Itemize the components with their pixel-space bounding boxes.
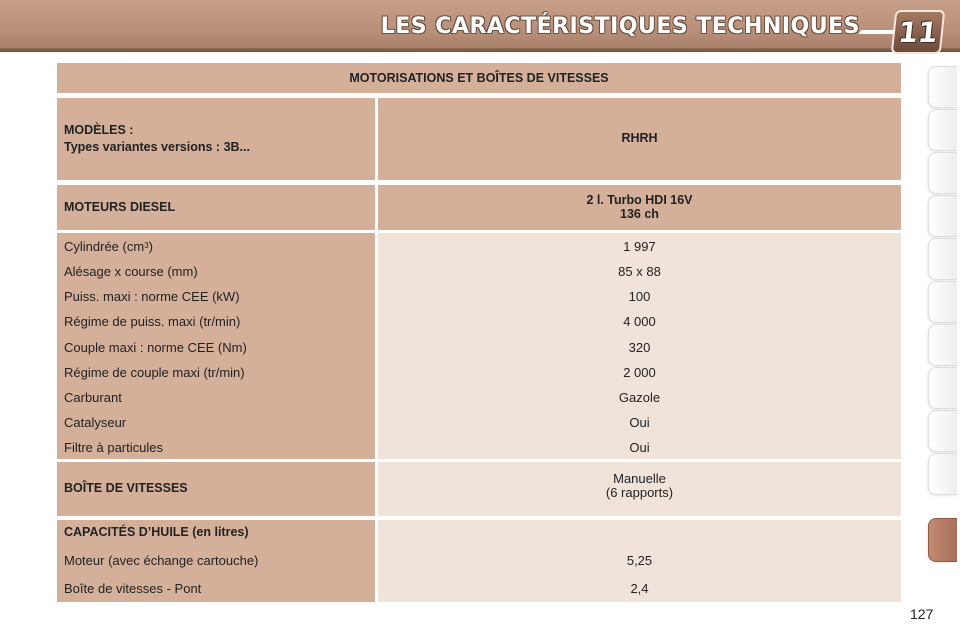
specs-labels xyxy=(57,233,375,459)
models-label-cell xyxy=(57,98,375,180)
chapter-tab-1[interactable] xyxy=(928,66,957,108)
gearbox-value-cell xyxy=(378,462,901,516)
table-title: MOTORISATIONS ET BOÎTES DE VITESSES xyxy=(57,63,901,93)
oil-values xyxy=(378,520,901,602)
oil-labels xyxy=(57,520,375,602)
chapter-tab-4[interactable] xyxy=(928,195,957,237)
models-variants-label: Types variantes versions : 3B... xyxy=(64,140,250,154)
gearbox-value-line2: (6 rapports) xyxy=(605,485,674,500)
chapter-tab-10[interactable] xyxy=(928,453,957,495)
models-value: RHRH xyxy=(621,131,658,146)
spec-label: Alésage x course (mm) xyxy=(64,263,198,279)
oil-value: 5,25 xyxy=(626,552,653,568)
gearbox-label: BOÎTE DE VITESSES xyxy=(64,481,188,496)
spec-value: 4 000 xyxy=(623,314,656,330)
spec-label: Puiss. maxi : norme CEE (kW) xyxy=(64,289,240,305)
spec-value: Gazole xyxy=(618,389,661,405)
spec-value: 100 xyxy=(628,289,651,305)
chapter-tab-9[interactable] xyxy=(928,410,957,452)
chapter-number-badge: 11 xyxy=(891,10,946,54)
engine-value-line1: 2 l. Turbo HDI 16V xyxy=(586,193,693,208)
oil-label: Boîte de vitesses - Pont xyxy=(64,581,202,597)
spec-value: 85 x 88 xyxy=(618,263,661,279)
engine-value-cell xyxy=(378,185,901,230)
page-title: LES CARACTÉRISTIQUES TECHNIQUES xyxy=(380,14,860,39)
oil-capacity-title: CAPACITÉS D’HUILE (en litres) xyxy=(64,525,249,540)
spec-value: Oui xyxy=(629,440,650,456)
gearbox-value-line1: Manuelle xyxy=(613,471,666,487)
models-label: MODÈLES : xyxy=(64,122,134,137)
specs-block xyxy=(57,233,901,459)
spec-label: Cylindrée (cm 3 ) xyxy=(64,238,153,254)
oil-capacity-block xyxy=(57,520,901,602)
chapter-tab-strip xyxy=(928,66,960,576)
gearbox-row xyxy=(57,462,901,516)
spec-label: Carburant xyxy=(64,389,122,405)
gearbox-label-cell xyxy=(57,462,375,516)
models-value-cell xyxy=(378,98,901,180)
chapter-tab-7[interactable] xyxy=(928,324,957,366)
spec-value: 320 xyxy=(628,339,651,355)
engine-label-cell xyxy=(57,185,375,230)
spec-label: Filtre à particules xyxy=(64,440,163,456)
oil-title-spacer xyxy=(378,520,901,545)
page-number: 127 xyxy=(910,606,934,622)
chapter-tab-2[interactable] xyxy=(928,109,957,151)
spec-label: Couple maxi : norme CEE (Nm) xyxy=(64,339,247,355)
spec-label: Catalyseur xyxy=(64,415,127,431)
chapter-tab-8[interactable] xyxy=(928,367,957,409)
oil-label: Moteur (avec échange cartouche) xyxy=(64,552,259,568)
engine-row xyxy=(57,185,901,230)
chapter-tab-6[interactable] xyxy=(928,281,957,323)
chapter-tab-11-active[interactable] xyxy=(928,518,957,562)
spec-value: 1 997 xyxy=(623,238,656,254)
engine-label: MOTEURS DIESEL xyxy=(64,199,176,214)
spec-label: Régime de puiss. maxi (tr/min) xyxy=(64,314,241,330)
oil-value: 2,4 xyxy=(630,581,649,597)
spec-value: 2 000 xyxy=(623,364,656,380)
models-row xyxy=(57,98,901,180)
spec-value: Oui xyxy=(629,415,650,431)
spec-label: Régime de couple maxi (tr/min) xyxy=(64,364,245,380)
chapter-tab-5[interactable] xyxy=(928,238,957,280)
specs-values xyxy=(378,233,901,459)
engine-value-line2: 136 ch xyxy=(620,206,659,221)
chapter-tab-3[interactable] xyxy=(928,152,957,194)
